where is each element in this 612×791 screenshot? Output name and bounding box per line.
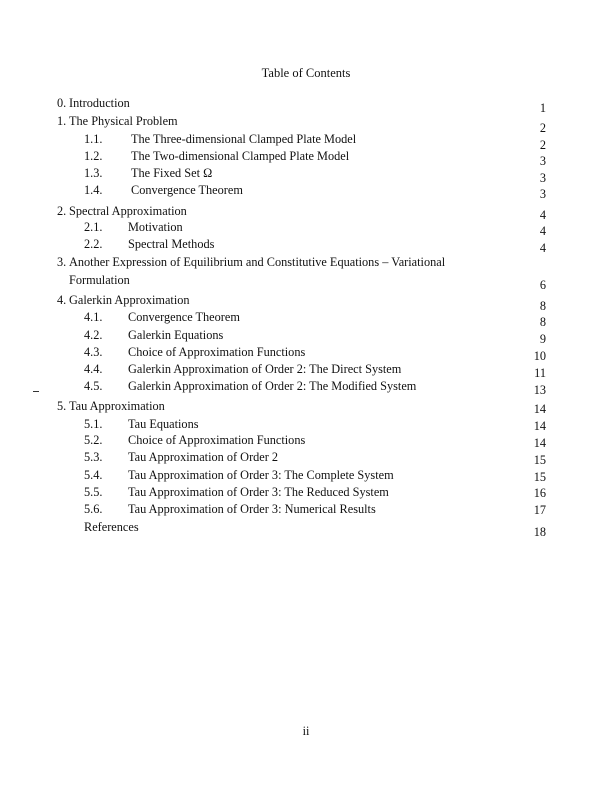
toc-entry-title: Tau Approximation [69,399,165,413]
toc-entry-number: 5. [57,399,67,413]
toc-entry-title: The Three-dimensional Clamped Plate Model [131,132,357,146]
toc-entry-title: References [84,520,139,534]
toc-entry-title: Convergence Theorem [131,183,243,197]
toc-entry-title: Choice of Approximation Functions [128,345,306,359]
toc-entry-title: Spectral Methods [128,237,215,251]
toc-entry-page: 11 [534,366,546,380]
toc-entry-title: Choice of Approximation Functions [128,433,306,447]
toc-entry-page: 4 [539,208,546,222]
page-title: Table of Contents [261,66,351,80]
toc-entry-number: 5.4. [84,468,103,482]
toc-entry-title: Tau Equations [128,417,199,431]
page-number: ii [302,724,310,738]
toc-entry-number: 2. [57,204,67,218]
toc-entry-number: 1.1. [84,132,103,146]
toc-entry-page: 17 [533,503,546,517]
toc-entry-title: Galerkin Approximation of Order 2: The Modified System [128,379,417,393]
toc-entry-title: Tau Approximation of Order 3: The Complete System [128,468,394,482]
toc-entry-title: Convergence Theorem [128,310,240,324]
toc-entry-page: 14 [533,436,546,450]
toc-entry-title: Spectral Approximation [69,204,187,218]
toc-entry-page: 14 [533,419,546,433]
toc-entry-title: The Two-dimensional Clamped Plate Model [131,149,350,163]
toc-entry-page: 14 [533,402,546,416]
toc-entry-title: The Physical Problem [69,114,178,128]
toc-entry-title: Galerkin Equations [128,328,224,342]
toc-entry-page: 18 [533,525,546,539]
toc-entry-page: 8 [539,315,546,329]
toc-entry-page: 15 [533,453,546,467]
toc-entry-page: 2 [539,138,546,152]
toc-entry-number: 5.3. [84,450,103,464]
toc-entry-page: 4 [539,224,546,238]
toc-entry-page: 1 [539,101,546,115]
toc-entry-number: 1. [57,114,67,128]
toc-entry-page: 9 [539,332,546,346]
toc-entry-number: 3. [57,255,67,269]
toc-entry-title: The Fixed Set Ω [131,166,213,180]
toc-entry-number: 2.1. [84,220,103,234]
toc-entry-number: 5.5. [84,485,103,499]
toc-entry-page: 3 [539,187,546,201]
toc-entry-number: 5.6. [84,502,103,516]
toc-entry-number: 4.2. [84,328,103,342]
toc-entry-number: 4. [57,293,67,307]
toc-entry-number: 4.3. [84,345,103,359]
toc-entry-title: Tau Approximation of Order 3: The Reduced System [128,485,389,499]
toc-entry-title: Introduction [69,96,130,110]
toc-entry-title-continued: Formulation [69,273,130,287]
toc-entry-title: Galerkin Approximation of Order 2: The Direct System [128,362,402,376]
toc-entry-number: 4.1. [84,310,103,324]
toc-entry-title: Tau Approximation of Order 3: Numerical Results [128,502,376,516]
toc-entry-page: 15 [533,470,546,484]
toc-entry-number: 5.2. [84,433,103,447]
toc-entry-page: 10 [533,349,546,363]
toc-entry-number: 5.1. [84,417,103,431]
toc-entry-number: 1.3. [84,166,103,180]
toc-entry-title: Galerkin Approximation [69,293,190,307]
toc-entry-number: 4.4. [84,362,103,376]
toc-entry-page: 4 [539,241,546,255]
toc-entry-number: 4.5. [84,379,103,393]
toc-entry-number: 1.2. [84,149,103,163]
toc-entry-page: 2 [539,121,546,135]
toc-entry-page: 16 [533,486,546,500]
toc-entry-page: 13 [533,383,546,397]
toc-entry-page: 3 [539,171,546,185]
toc-entry-title: Motivation [128,220,183,234]
toc-entry-page: 3 [539,154,546,168]
toc-entry-title: Another Expression of Equilibrium and Constitutive Equations – Variational [69,255,446,269]
toc-entry-number: 1.4. [84,183,103,197]
toc-entry-title: Tau Approximation of Order 2 [128,450,279,464]
toc-entry-number: 0. [57,96,67,110]
toc-entry-number: 2.2. [84,237,103,251]
toc-entry-page: 8 [539,299,546,313]
scan-mark [33,391,39,392]
toc-entry-page: 6 [539,278,546,292]
